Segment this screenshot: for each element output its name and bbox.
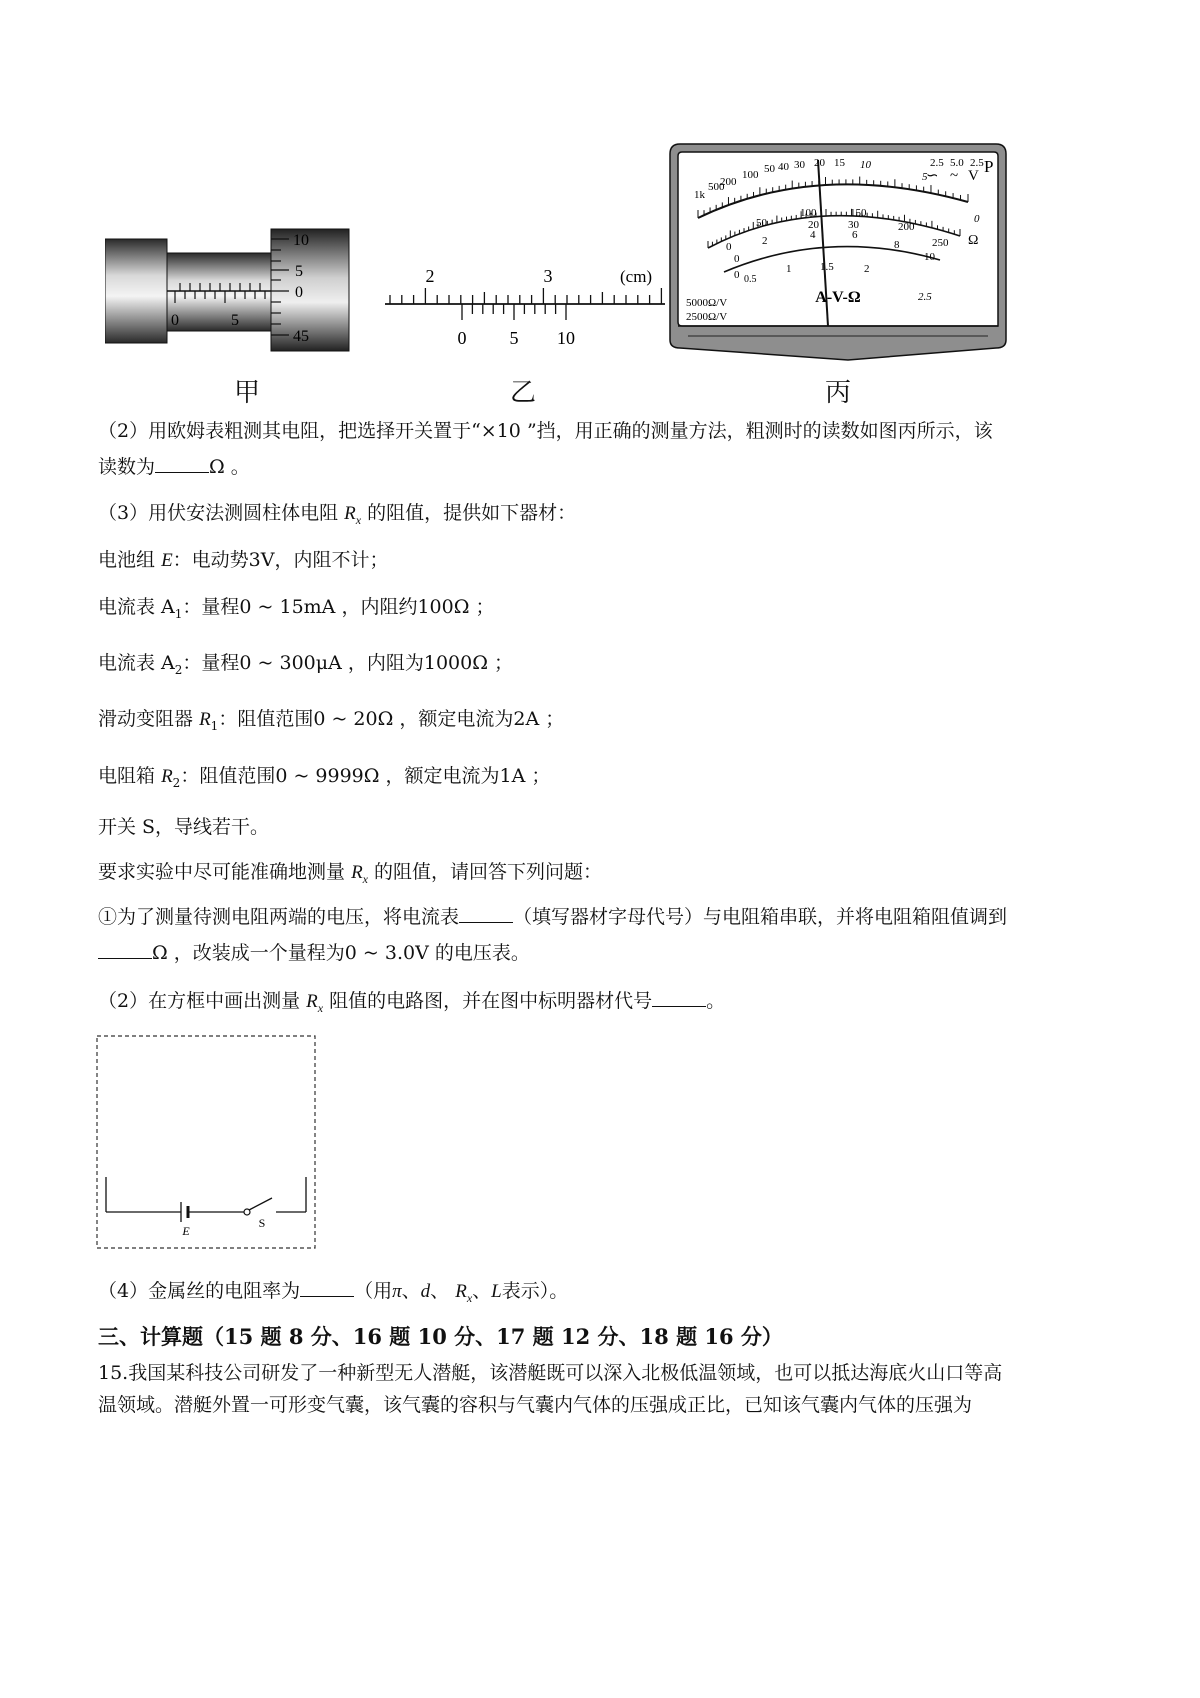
subscript: 2	[172, 775, 181, 790]
main-scale-label: 3	[543, 266, 553, 286]
vernier-label: 5	[509, 328, 519, 348]
text: 电池组	[98, 549, 156, 571]
answer-blank[interactable]	[98, 940, 152, 959]
figure-caption-yi: 乙	[510, 378, 537, 408]
dc-mid-label: 0	[734, 253, 740, 265]
ohm-scale-label: 10	[860, 159, 871, 171]
equipment-resistance-box	[98, 761, 550, 798]
range-label: 2.5	[970, 157, 984, 169]
text: Ω 。	[209, 456, 250, 478]
dc-mid-label: 10	[924, 251, 935, 263]
dc-scale-label: 50	[756, 217, 767, 229]
unit-label: (cm)	[620, 267, 653, 286]
text: 读数为	[98, 456, 156, 478]
text: 、	[472, 1280, 492, 1302]
ohm-scale-label: 500	[708, 181, 725, 193]
question-3-intro	[98, 498, 576, 535]
thimble-label: 10	[293, 232, 309, 249]
text: ：阻值范围0 ~ 20Ω ，额定电流为2A ；	[218, 708, 565, 730]
text: 。	[706, 990, 726, 1012]
multimeter-figure	[668, 140, 1008, 370]
dc-scale-label: 150	[850, 207, 867, 219]
equipment-switch	[98, 812, 269, 842]
ohm-scale-label: 50	[764, 163, 775, 175]
text: （2）用欧姆表粗测其电阻，把选择开关置于“×10 ”挡，用正确的测量方法，粗测时的读数如图丙所示，该	[98, 420, 993, 442]
answer-blank[interactable]	[459, 904, 513, 923]
text: Ω ，改装成一个量程为0 ~ 3.0V 的电压表。	[152, 942, 530, 964]
dc-mid-label: 4	[810, 229, 816, 241]
question-2-line-1	[98, 416, 993, 446]
subscript: x	[355, 512, 362, 527]
vernier-drawing	[380, 260, 670, 360]
volt-symbol: V	[968, 168, 979, 184]
omega-symbol: Ω	[968, 233, 979, 248]
text: （4）金属丝的电阻率为	[98, 1280, 301, 1302]
text: ：量程0 ~ 300μA ，内阻为1000Ω ；	[182, 652, 514, 674]
micrometer-drawing	[105, 225, 355, 355]
sleeve-label: 0	[171, 312, 179, 329]
text: 温领域。潜艇外置一可形变气囊，该气囊的容积与气囊内气体的压强成正比，已知该气囊内气体的压强为	[98, 1394, 973, 1416]
text: （3）用伏安法测圆柱体电阻	[98, 502, 339, 524]
sleeve-label: 5	[231, 312, 239, 329]
multimeter-drawing	[668, 140, 1008, 370]
symbol-r: R	[344, 503, 356, 524]
vernier-label: 10	[557, 328, 575, 348]
symbol-pi: π	[392, 1281, 402, 1302]
equipment-ammeter-1	[98, 592, 495, 629]
text: ：阻值范围0 ~ 9999Ω ，额定电流为1A ；	[180, 765, 551, 787]
symbol-r: R	[455, 1281, 467, 1302]
vernier-label: 0	[457, 328, 467, 348]
ohm-scale-label: 20	[814, 157, 825, 169]
text: ：量程0 ~ 15mA ，内阻约100Ω ；	[182, 596, 495, 618]
text: 三、计算题（15 题 8 分、16 题 10 分、17 题 12 分、18 题 16 分）	[98, 1324, 783, 1349]
thimble-label: 0	[295, 284, 303, 301]
text: 15.我国某科技公司研发了一种新型无人潜艇，该潜艇既可以深入北极低温领域，也可以抵达海底火山口等高	[98, 1362, 1003, 1384]
low-scale-label: 0.5	[744, 274, 757, 285]
section-heading	[98, 1322, 783, 1352]
symbol-d: d	[420, 1281, 431, 1302]
symbol-e: E	[161, 550, 173, 571]
range-label: 2.5	[930, 157, 944, 169]
text: 电流表 A	[98, 596, 175, 618]
ohm-scale-label: 0	[974, 213, 980, 225]
subscript: 1	[210, 718, 219, 733]
text: ：电动势3V，内阻不计；	[172, 549, 389, 571]
ohm-scale-label: 5	[922, 171, 928, 183]
circuit-diagram	[96, 1035, 316, 1249]
dc-scale-label: 250	[932, 237, 949, 249]
ohm-scale-label: 40	[778, 161, 789, 173]
low-scale-label: 1	[786, 263, 792, 275]
subscript: x	[362, 871, 368, 886]
text: （2）在方框中画出测量	[98, 990, 301, 1012]
dc-mid-label: 8	[894, 239, 900, 251]
text: 、	[401, 1280, 421, 1302]
main-scale-label: 2	[425, 266, 435, 286]
thimble-label: 45	[293, 328, 309, 345]
text: 、	[430, 1280, 450, 1302]
symbol-r: R	[306, 991, 318, 1012]
symbol-r: R	[199, 709, 211, 730]
switch-label: S	[258, 1216, 266, 1230]
ohm-scale-label: 200	[720, 176, 737, 188]
circuit-drawing-box[interactable]	[96, 1035, 316, 1249]
subscript: x	[317, 1000, 324, 1015]
battery-label: E	[182, 1224, 190, 1238]
text: （用	[354, 1280, 393, 1302]
p-symbol: P	[984, 157, 994, 176]
text: 的阻值，提供如下器材：	[367, 502, 577, 524]
low-scale-label: 0	[734, 269, 740, 281]
dc-mid-label: 6	[852, 229, 858, 241]
range-label: 5.0	[950, 157, 964, 169]
dc-mid-label: 2	[762, 235, 768, 247]
thimble-label: 5	[295, 263, 303, 280]
text: 的阻值，请回答下列问题：	[374, 861, 603, 883]
mid-value-label: 20	[808, 219, 819, 231]
ohm-scale-label: 1k	[694, 189, 705, 201]
text: ①为了测量待测电阻两端的电压，将电流表	[98, 906, 460, 928]
dc-scale-label: 0	[726, 241, 732, 253]
equipment-rheostat	[98, 704, 564, 741]
symbol-r: R	[351, 862, 363, 883]
subscript: 1	[174, 606, 183, 621]
problem-15-line-1	[98, 1358, 1002, 1388]
ohm-scale-label: 30	[794, 159, 805, 171]
answer-blank[interactable]	[652, 988, 706, 1007]
micrometer-figure	[105, 225, 355, 355]
ohm-scale-label: 15	[834, 157, 845, 169]
text: 滑动变阻器	[98, 708, 194, 730]
ohm-scale-label: 100	[742, 169, 759, 181]
problem-15-line-2	[98, 1390, 972, 1420]
text: 表示）。	[501, 1280, 569, 1302]
low-scale-label: 2.5	[918, 291, 932, 303]
sub-question-2-line	[98, 986, 725, 1023]
text: 开关 S，导线若干。	[98, 816, 270, 838]
requirement-line	[98, 857, 602, 894]
subscript: x	[466, 1290, 473, 1305]
text: 电阻箱	[98, 765, 156, 787]
tilde-symbol: ~	[950, 168, 959, 184]
text: 阻值的电路图，并在图中标明器材代号	[329, 990, 653, 1012]
dc-scale-label: 100	[800, 207, 817, 219]
mid-value-label: 30	[848, 219, 859, 231]
answer-blank[interactable]	[155, 454, 209, 473]
ac-symbol: ∽	[926, 168, 939, 184]
vernier-figure	[380, 260, 670, 360]
text: 要求实验中尽可能准确地测量	[98, 861, 346, 883]
meter-center-label: A-V-Ω	[815, 289, 861, 306]
question-2-line-2	[98, 452, 250, 482]
equipment-ammeter-2	[98, 648, 513, 685]
symbol-l: L	[491, 1281, 502, 1302]
dc-scale-label: 200	[898, 221, 915, 233]
figure-caption-bing: 丙	[825, 378, 852, 408]
text: 电流表 A	[98, 652, 175, 674]
sensitivity-label: 2500Ω/V	[686, 311, 728, 323]
subscript: 2	[174, 662, 183, 677]
question-4-line	[98, 1276, 568, 1313]
text: （填写器材字母代号）与电阻箱串联，并将电阻箱阻值调到	[513, 906, 1008, 928]
symbol-r: R	[161, 766, 173, 787]
equipment-battery	[98, 545, 388, 576]
answer-blank[interactable]	[300, 1278, 354, 1297]
sub-question-1-line-2	[98, 938, 530, 968]
sub-question-1-line-1	[98, 902, 1007, 932]
sensitivity-label: 5000Ω/V	[686, 297, 728, 309]
low-scale-label: 2	[864, 263, 870, 275]
low-scale-label: 1.5	[820, 261, 834, 273]
figure-caption-jia: 甲	[234, 378, 261, 408]
